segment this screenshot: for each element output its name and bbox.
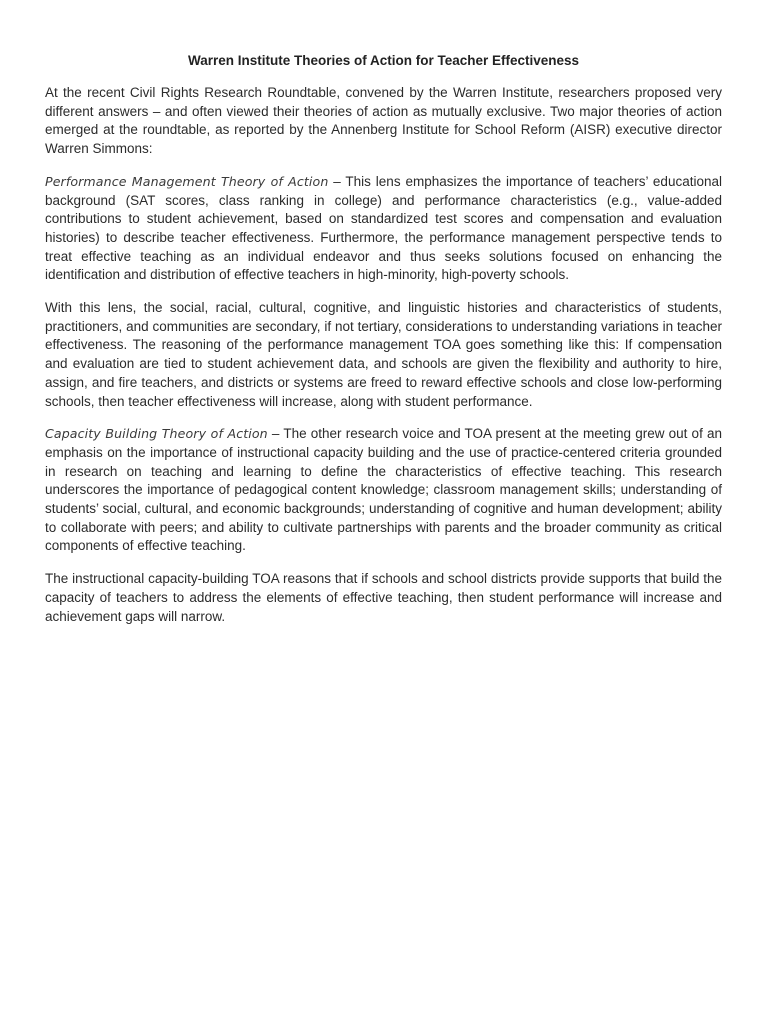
performance-management-heading: Performance Management Theory of Action	[45, 173, 329, 189]
lens-paragraph: With this lens, the social, racial, cultural, cognitive, and linguistic histories and characteristics of students, practitioners, and communities are secondary, if not tertiary, considerations to understanding variations in teacher effectiveness. The reasoning of the performance management TOA goes something like this: If compensation and evaluation are tied to student achievement data, and schools are given the flexibility and authority to hire, assign, and fire teachers, and districts or systems are freed to reward effective schools and close low-performing schools, then teacher effectiveness will increase, along with student performance.	[45, 300, 722, 409]
performance-management-text: – This lens emphasizes the importance of teachers’ educational background (SAT scores, class ranking in college) and performance characteristics (e.g., value-added contributions to student achievement, based on standardized test scores and compensation and evaluation histories) to describe teacher effectiveness. Furthermore, the performance management perspective tends to treat effective teaching as an individual endeavor and thus seeks solutions focused on enhancing the identification and distribution of effective teachers in high-minority, high-poverty schools.	[45, 173, 722, 283]
capacity-building-text: – The other research voice and TOA present at the meeting grew out of an emphasis on the importance of instructional capacity building and the use of practice-centered criteria grounded in research on teaching and learning to define the characteristics of effective teaching. This research underscores the importance of pedagogical content knowledge; classroom management skills; understanding of students’ social, cultural, and economic backgrounds; understanding of cognitive and human development; ability to collaborate with peers; and ability to cultivate partnerships with parents and the broader community as critical components of effective teaching.	[45, 426, 722, 554]
capacity-building-heading: Capacity Building Theory of Action	[45, 426, 268, 442]
closing-paragraph: The instructional capacity-building TOA reasons that if schools and school districts provide supports that build the capacity of teachers to address the elements of effective teaching, then student performance will increase and achievement gaps will narrow.	[45, 571, 722, 624]
performance-management-paragraph	[45, 173, 722, 285]
capacity-building-paragraph	[45, 425, 722, 556]
document-page	[45, 52, 722, 640]
intro-paragraph: At the recent Civil Rights Research Roundtable, convened by the Warren Institute, researchers proposed very different answers – and often viewed their theories of action as mutually exclusive. Two major theories of action emerged at the roundtable, as reported by the Annenberg Institute for School Reform (AISR) executive director Warren Simmons:	[45, 85, 722, 157]
document-title: Warren Institute Theories of Action for Teacher Effectiveness	[187, 53, 580, 68]
